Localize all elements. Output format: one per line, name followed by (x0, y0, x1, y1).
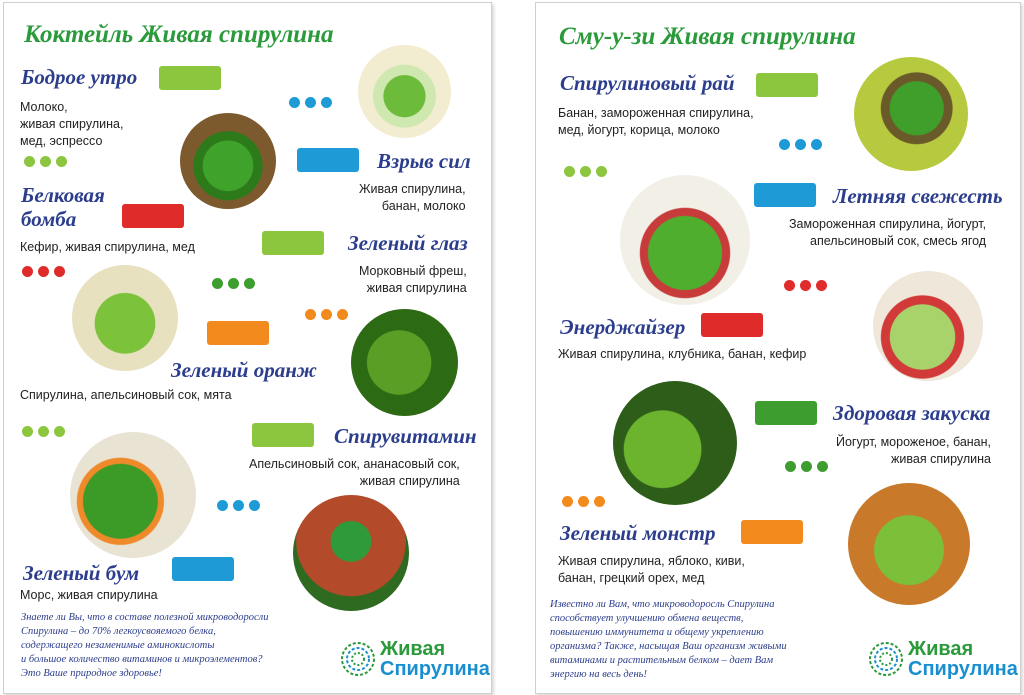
dots-blue (779, 139, 822, 150)
drink-photo (358, 45, 451, 138)
recipe-ingredients: Морс, живая спирулина (20, 588, 158, 602)
drink-photo (873, 271, 983, 381)
green-label-bar (252, 423, 314, 447)
drink-photo (180, 113, 276, 209)
blue-label-bar (172, 557, 234, 581)
blue-label-bar (297, 148, 359, 172)
spiral-logo-icon (868, 641, 904, 677)
dots-green (564, 166, 607, 177)
orange-label-bar (207, 321, 269, 345)
right-page-title: Смy-y-зи Живая спирулина (559, 23, 856, 50)
green-label-bar (159, 66, 221, 90)
info-note: Знаете ли Вы, что в составе полезной микроводоросли Спирулина – до 70% легкоусвояемого белка, содержащего незаменимые аминокислоты и большое количество витаминов и микроэлементов? Это Ваше природное здоровье! (21, 612, 269, 679)
logo-line1: Живая (380, 638, 446, 660)
dots-green (24, 156, 67, 167)
drink-photo (613, 381, 737, 505)
dots-green (22, 426, 65, 437)
dots-orange (305, 309, 348, 320)
dots-red (784, 280, 827, 291)
recipe-name: Зеленый оранж (171, 358, 317, 382)
recipe-name: Бодрое утро (21, 65, 138, 89)
logo-line2: Спирулина (380, 658, 490, 680)
left-page (3, 2, 492, 694)
info-note: Известно ли Вам, что микроводоросль Спирулина способствует улучшению обмена веществ, повышению иммунитета и общему укреплению организма? Также, насыщая Ваш организм живыми витаминами и растительным белком – дает Вам энергию на весь день! (550, 599, 787, 680)
drink-photo (351, 309, 458, 416)
spiral-logo-icon (340, 641, 376, 677)
drink-photo (70, 432, 196, 558)
recipe-name: Летняя свежесть (833, 184, 1003, 208)
green-label-bar (262, 231, 324, 255)
blue-label-bar (754, 183, 816, 207)
recipe-ingredients: Живая спирулина, яблоко, киви, банан, грецкий орех, мед (558, 554, 745, 585)
recipe-ingredients: Йогурт, мороженое, банан, живая спирулина (836, 435, 991, 466)
brand-logo (868, 639, 1018, 679)
dots-green (785, 461, 828, 472)
red-label-bar (701, 313, 763, 337)
dots-blue (217, 500, 260, 511)
drink-photo (293, 495, 409, 611)
green-label-bar (755, 401, 817, 425)
recipe-ingredients: Кефир, живая спирулина, мед (20, 240, 195, 254)
recipe-name: Спирувитамин (334, 424, 477, 448)
logo-line1: Живая (908, 638, 974, 660)
orange-label-bar (741, 520, 803, 544)
recipe-name: Белковая бомба (21, 183, 105, 231)
recipe-ingredients: Замороженная спирулина, йогурт, апельсиновый сок, смесь ягод (789, 217, 987, 248)
right-page (535, 2, 1021, 694)
drink-photo (72, 265, 178, 371)
recipe-name: Зеленый глаз (348, 231, 468, 255)
recipe-name: Энерджайзер (560, 315, 686, 339)
recipe-ingredients: Живая спирулина, банан, молоко (359, 182, 466, 213)
brand-logo (340, 639, 490, 679)
recipe-ingredients: Апельсиновый сок, ананасовый сок, живая спирулина (249, 457, 460, 488)
dots-red (22, 266, 65, 277)
recipe-ingredients: Живая спирулина, клубника, банан, кефир (558, 347, 807, 361)
dots-blue (289, 97, 332, 108)
recipe-name: Взрыв сил (377, 149, 471, 173)
logo-line2: Спирулина (908, 658, 1018, 680)
recipe-name: Спирулиновый рай (560, 71, 735, 95)
left-page-title: Коктейль Живая спирулина (24, 21, 334, 48)
recipe-name: Зеленый монстр (560, 521, 716, 545)
drink-photo (854, 57, 968, 171)
recipe-ingredients: Банан, замороженная спирулина, мед, йогурт, корица, молоко (558, 106, 754, 137)
recipe-ingredients: Спирулина, апельсиновый сок, мята (20, 388, 232, 402)
drink-photo (620, 175, 750, 305)
recipe-ingredients: Молоко, живая спирулина, мед, эспрессо (20, 100, 124, 148)
recipe-name: Здоровая закуска (833, 401, 991, 425)
drink-photo (848, 483, 970, 605)
dots-orange (562, 496, 605, 507)
dots-green (212, 278, 255, 289)
red-label-bar (122, 204, 184, 228)
recipe-ingredients: Морковный фреш, живая спирулина (359, 264, 467, 295)
recipe-name: Зеленый бум (23, 561, 140, 585)
green-label-bar (756, 73, 818, 97)
